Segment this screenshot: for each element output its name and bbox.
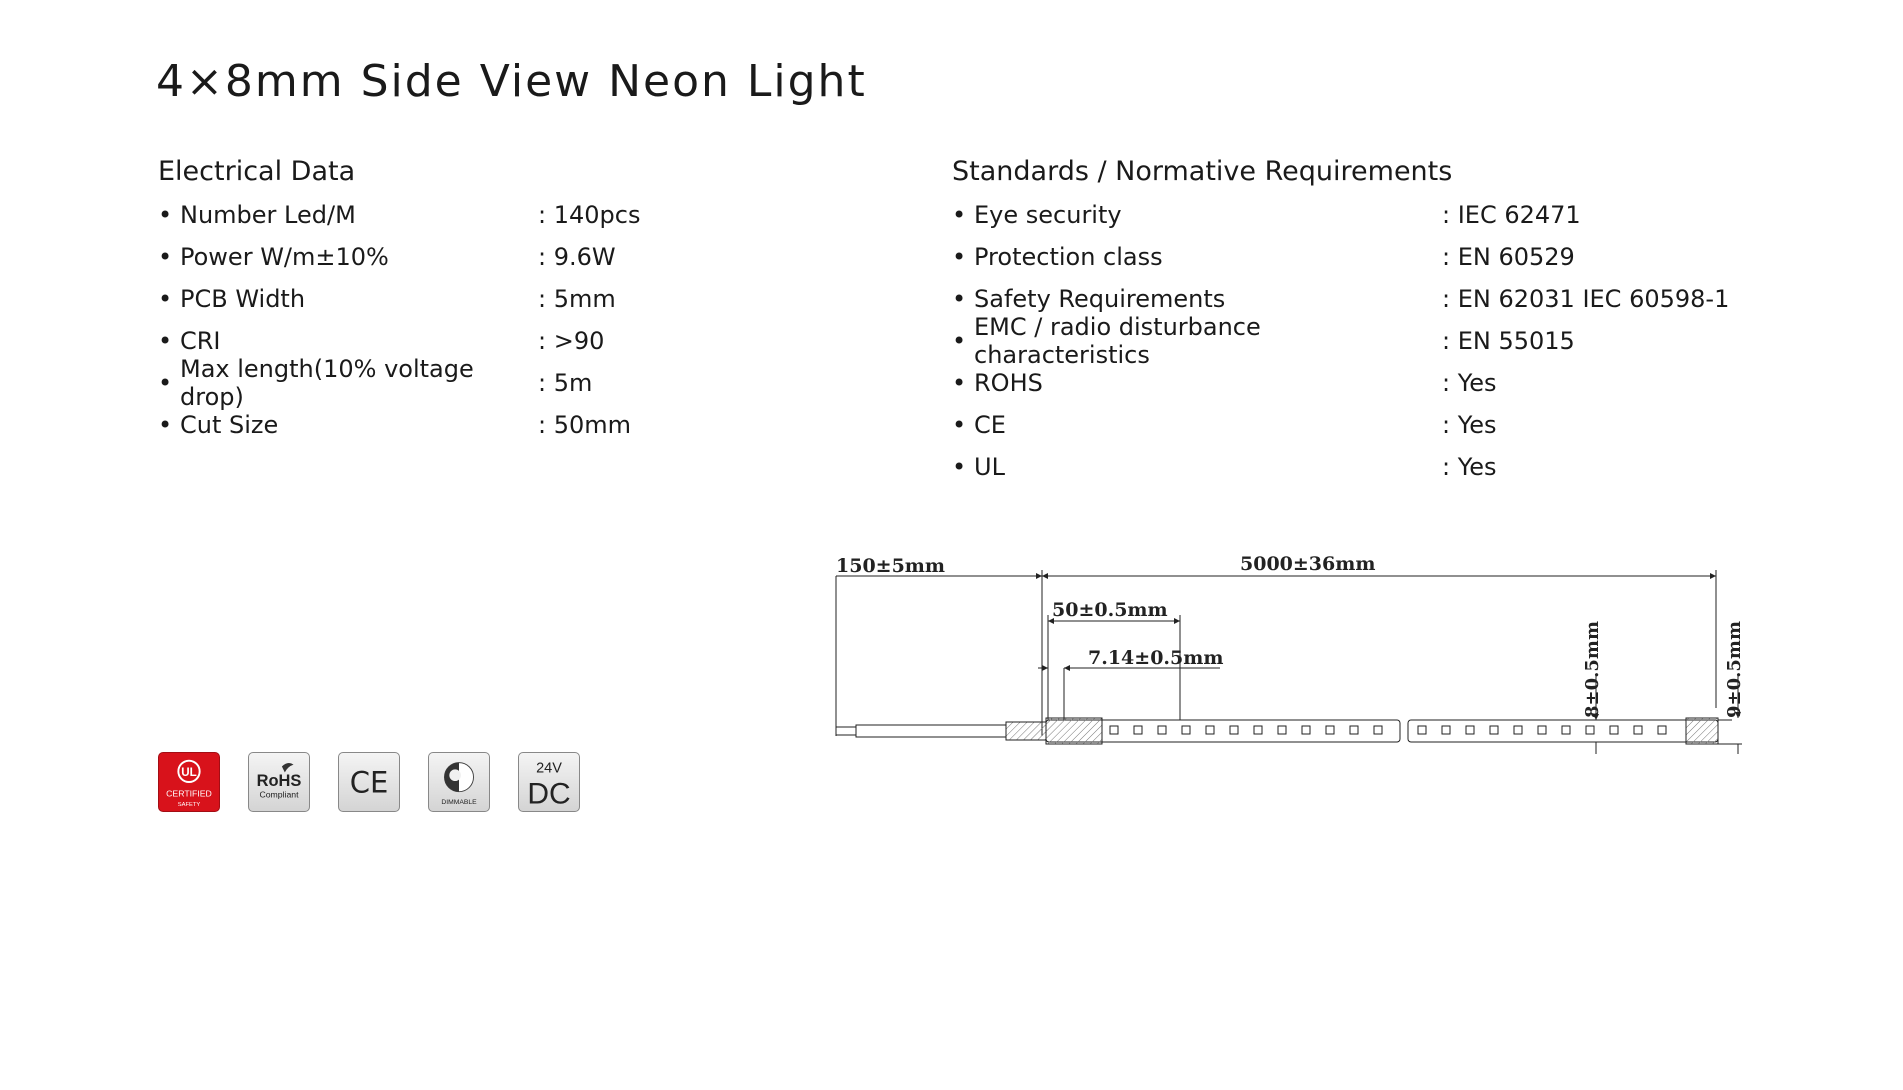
bullet: • xyxy=(952,411,967,439)
bullet: • xyxy=(158,285,173,313)
spec-value: : 50mm xyxy=(538,411,632,439)
spec-label: Max length(10% voltage drop) xyxy=(180,355,474,411)
ul-certified-badge xyxy=(158,752,220,812)
spec-value: : 5mm xyxy=(538,285,616,313)
spec-label: Power W/m±10% xyxy=(180,243,389,271)
electrical-data-list xyxy=(158,194,640,446)
pitch-label: 7.14±0.5mm xyxy=(1088,647,1224,669)
inner-height-label: 8±0.5mm xyxy=(1582,620,1603,718)
spec-row xyxy=(158,355,640,411)
ul-mark-text: UL xyxy=(181,766,197,780)
bullet: • xyxy=(158,201,173,229)
spec-value: : 9.6W xyxy=(538,243,616,271)
rohs-text: RoHS xyxy=(256,771,302,790)
standards-heading: Standards / Normative Requirements xyxy=(952,156,1453,187)
wire-tip xyxy=(836,727,856,735)
spec-value: : Yes xyxy=(1442,369,1497,397)
bullet: • xyxy=(158,411,173,439)
spec-row xyxy=(952,362,1729,404)
page-title: 4×8mm Side View Neon Light xyxy=(156,56,867,107)
spec-label: EMC / radio disturbance characteristics xyxy=(974,313,1261,369)
spec-value: : IEC 62471 xyxy=(1442,201,1581,229)
spec-label: Number Led/M xyxy=(180,201,356,229)
bullet: • xyxy=(158,243,173,271)
standards-list xyxy=(952,194,1729,488)
spec-value: : >90 xyxy=(538,327,605,355)
bullet: • xyxy=(158,327,173,355)
spec-row xyxy=(952,446,1729,488)
bullet: • xyxy=(158,369,173,397)
dimension-drawing xyxy=(820,540,1770,760)
spec-value: : 5m xyxy=(538,369,593,397)
dimmable-badge xyxy=(428,752,490,812)
spec-row xyxy=(952,194,1729,236)
end-cap-right xyxy=(1686,718,1718,744)
spec-row xyxy=(952,236,1729,278)
spec-label: UL xyxy=(974,453,1005,481)
electrical-data-heading: Electrical Data xyxy=(158,156,356,187)
rohs-badge xyxy=(248,752,310,812)
lead-length-label: 150±5mm xyxy=(836,555,946,577)
spec-row xyxy=(952,404,1729,446)
certification-badges xyxy=(158,752,580,812)
bullet: • xyxy=(952,453,967,481)
strip-segment-right xyxy=(1408,720,1718,742)
spec-value: : 140pcs xyxy=(538,201,641,229)
spec-label: Protection class xyxy=(974,243,1163,271)
spec-label: Eye security xyxy=(974,201,1122,229)
spec-row xyxy=(952,313,1729,369)
spec-label: Cut Size xyxy=(180,411,279,439)
bullet: • xyxy=(952,327,967,355)
bullet: • xyxy=(952,201,967,229)
spec-label: ROHS xyxy=(974,369,1043,397)
spec-row xyxy=(158,278,640,320)
outer-height-label: 9±0.5mm xyxy=(1724,620,1745,718)
wire-lead xyxy=(856,725,1006,737)
spec-label: CE xyxy=(974,411,1006,439)
spec-value: : Yes xyxy=(1442,411,1497,439)
spec-row xyxy=(158,404,640,446)
spec-label: PCB Width xyxy=(180,285,306,313)
spec-label: CRI xyxy=(180,327,221,355)
ul-certified-text: CERTIFIED xyxy=(166,788,212,799)
spec-value: : EN 60529 xyxy=(1442,243,1575,271)
dimmable-text: DIMMABLE xyxy=(441,799,477,807)
spec-row xyxy=(158,194,640,236)
dc-text: DC xyxy=(527,777,571,811)
spec-value: : Yes xyxy=(1442,453,1497,481)
cut-size-label: 50±0.5mm xyxy=(1052,599,1168,621)
bullet: • xyxy=(952,369,967,397)
spec-value: : EN 55015 xyxy=(1442,327,1575,355)
spec-label: Safety Requirements xyxy=(974,285,1226,313)
wire-sleeve xyxy=(1006,722,1046,740)
bullet: • xyxy=(952,243,967,271)
spec-row xyxy=(158,236,640,278)
spec-value: : EN 62031 IEC 60598-1 xyxy=(1442,285,1730,313)
end-cap-left xyxy=(1046,718,1102,744)
ce-badge xyxy=(338,752,400,812)
ul-safety-text: SAFETY xyxy=(177,802,201,809)
strip-length-label: 5000±36mm xyxy=(1240,553,1376,575)
rohs-compliant-text: Compliant xyxy=(259,789,299,800)
voltage-text: 24V xyxy=(536,760,562,777)
bullet: • xyxy=(952,285,967,313)
dc-voltage-badge xyxy=(518,752,580,812)
ce-mark-text: CE xyxy=(349,765,389,800)
